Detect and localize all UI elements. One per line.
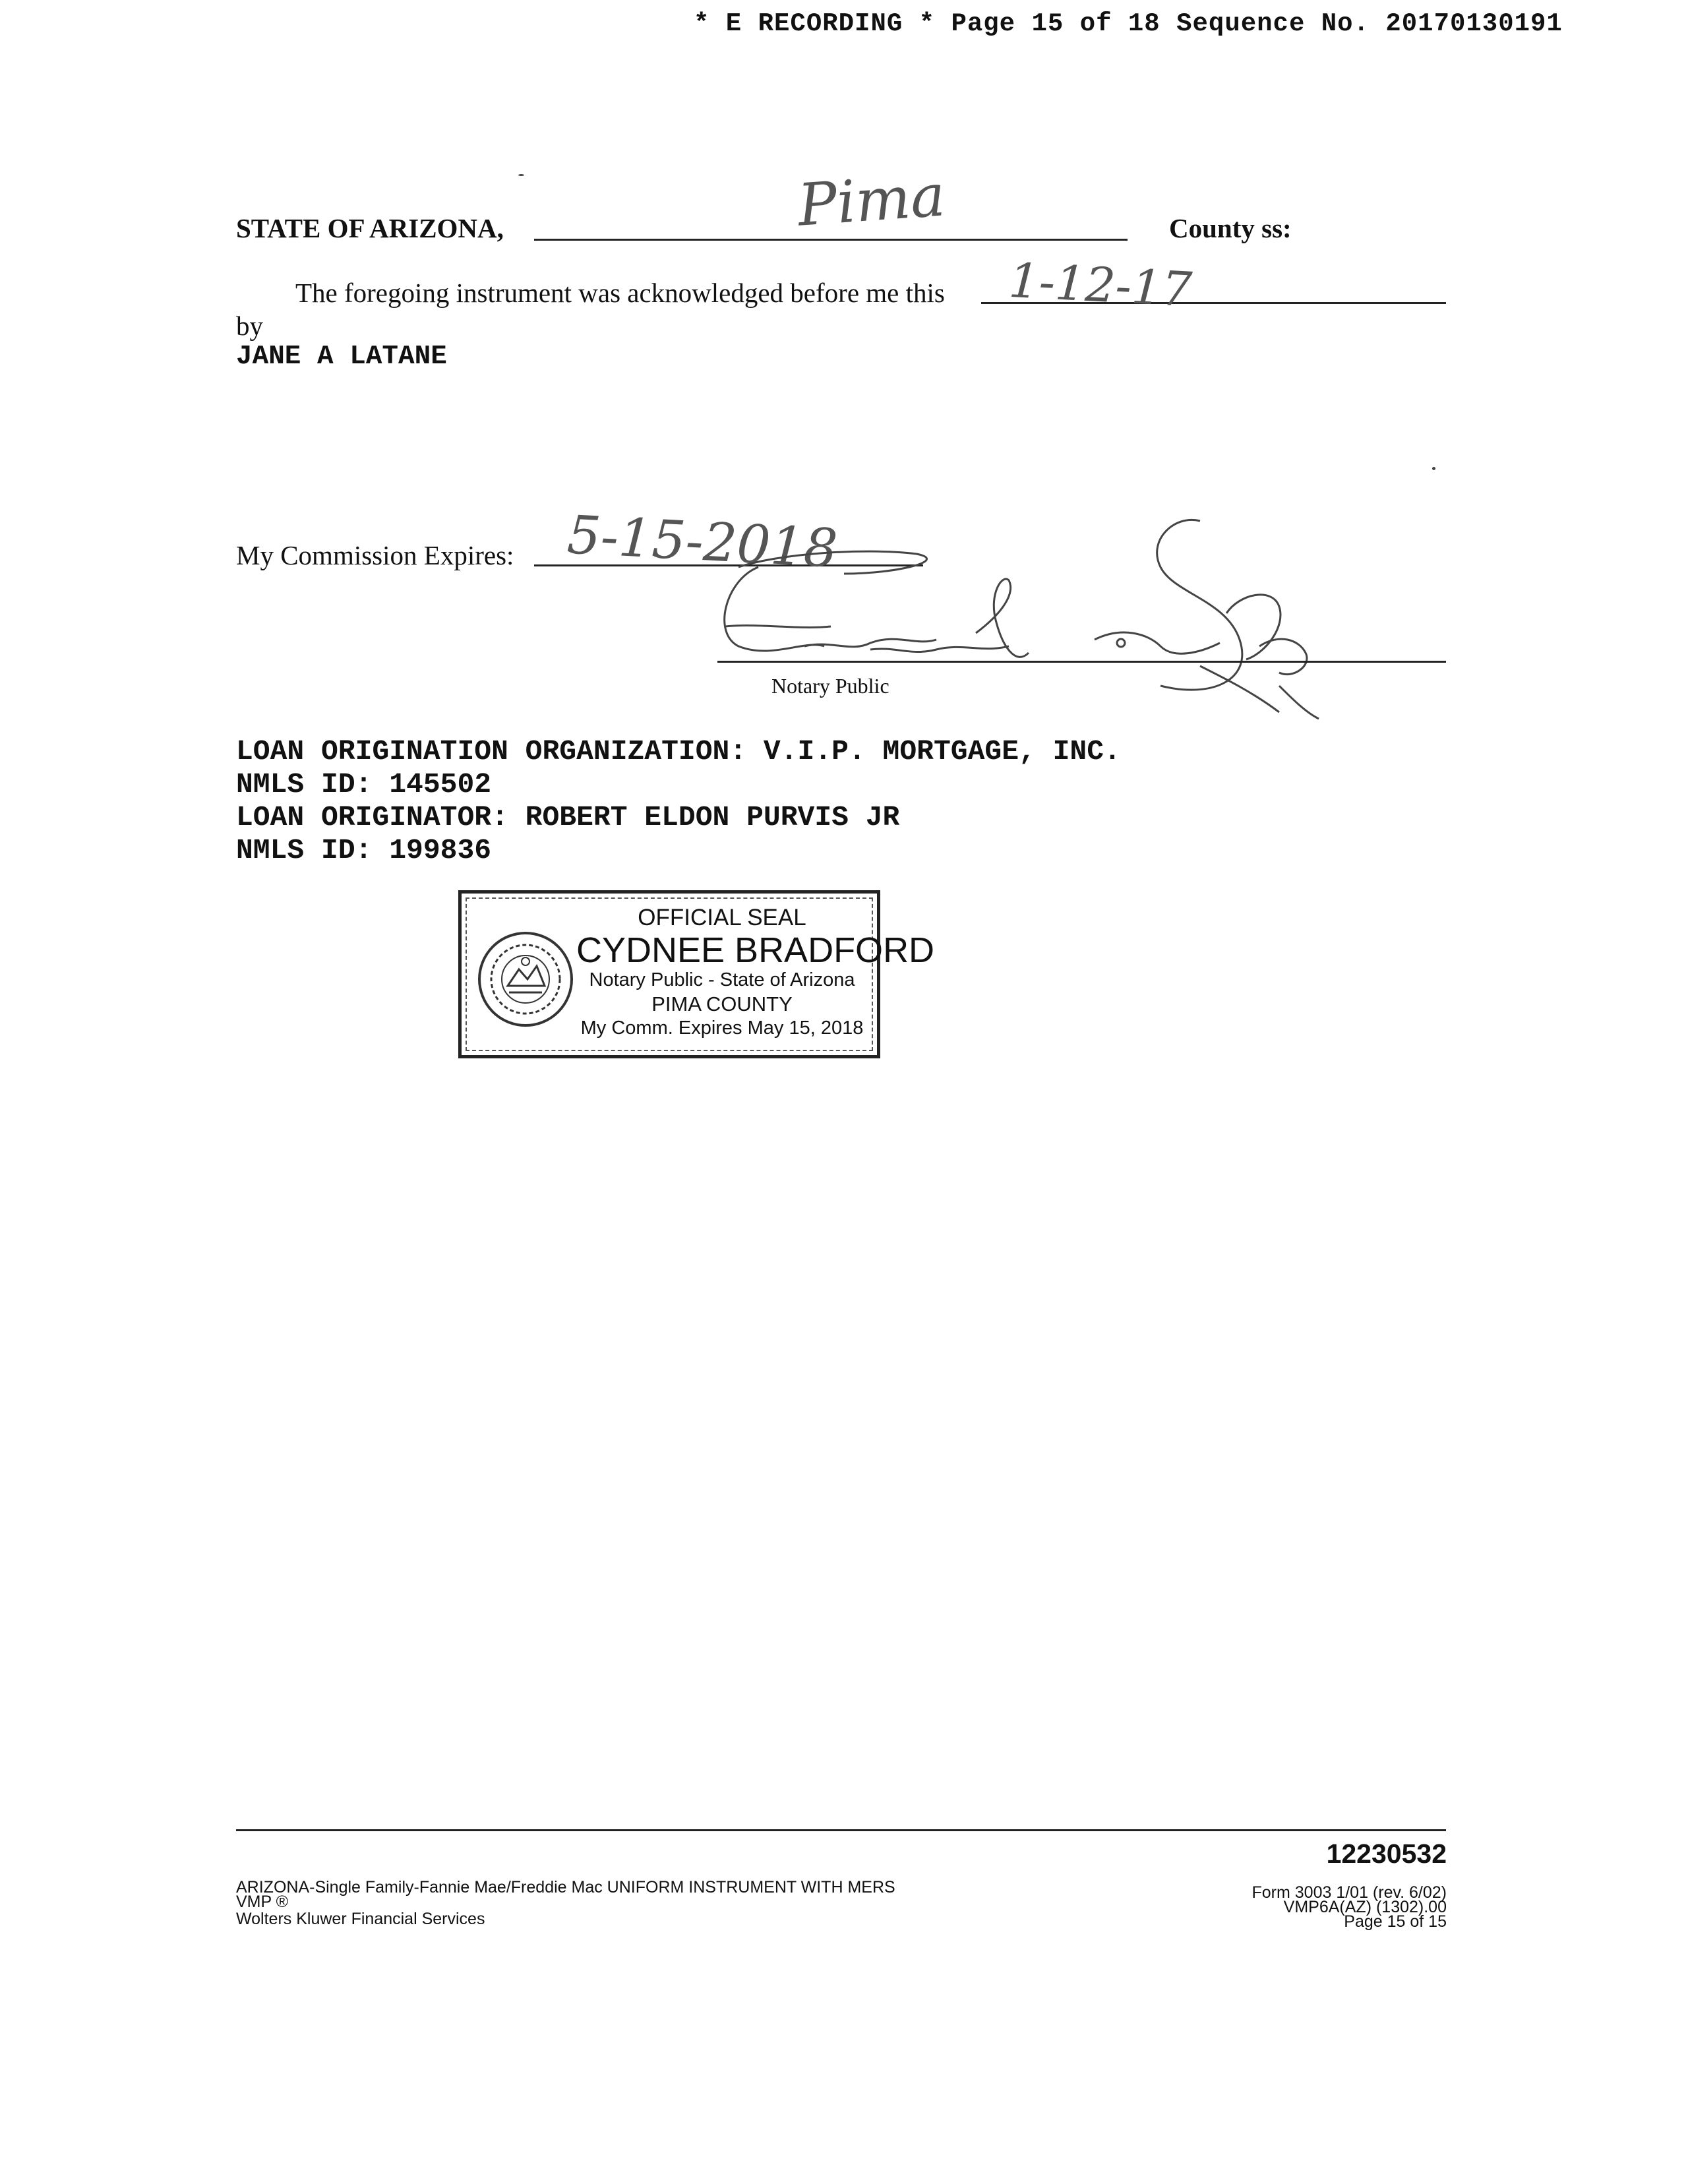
seal-notary-state: Notary Public - State of Arizona [589,969,855,990]
publisher: Wolters Kluwer Financial Services [236,1910,485,1928]
loan-number: 12230532 [1326,1838,1447,1869]
county-handwritten-value: Pima [795,161,948,239]
loan-originator: LOAN ORIGINATOR: ROBERT ELDON PURVIS JR [236,801,900,834]
commission-expiry-handwritten: 5-15-2018 [565,504,839,580]
loan-origination-organization: LOAN ORIGINATION ORGANIZATION: V.I.P. MORTGAGE, INC. [236,735,1121,768]
recording-banner: * E RECORDING * Page 15 of 18 Sequence No. 20170130191 [694,9,1563,38]
scan-speck [518,174,524,176]
notary-signature-line [717,661,1446,663]
acknowledgment-date-handwritten: 1-12-17 [1007,252,1193,318]
notary-public-label: Notary Public [771,674,889,698]
seal-notary-name: CYDNEE BRADFORD [576,930,935,970]
arizona-state-seal-icon [476,930,575,1029]
signer-name: JANE A LATANE [236,342,447,372]
county-ss-label: County ss: [1169,213,1292,243]
organization-nmls-id: NMLS ID: 145502 [236,768,492,801]
vmp-mark: VMP ® [236,1893,289,1911]
form-code: VMP6A(AZ) (1302).00 [1283,1898,1447,1916]
commission-expires-label: My Commission Expires: [236,540,514,570]
acknowledgment-statement: The foregoing instrument was acknowledged before me this [295,278,945,308]
seal-title: OFFICIAL SEAL [638,905,806,930]
originator-nmls-id: NMLS ID: 199836 [236,834,492,866]
form-description: ARIZONA-Single Family-Fannie Mae/Freddie Mac UNIFORM INSTRUMENT WITH MERS [236,1878,895,1896]
form-number: Form 3003 1/01 (rev. 6/02) [1251,1883,1447,1902]
seal-county: PIMA COUNTY [651,992,793,1016]
state-label: STATE OF ARIZONA, [236,213,504,243]
footer-rule [236,1829,1446,1831]
by-label: by [236,311,263,341]
page-number: Page 15 of 15 [1344,1912,1447,1931]
county-blank-line [534,239,1128,241]
scan-speck [1432,467,1435,470]
seal-expiration: My Comm. Expires May 15, 2018 [580,1017,864,1039]
